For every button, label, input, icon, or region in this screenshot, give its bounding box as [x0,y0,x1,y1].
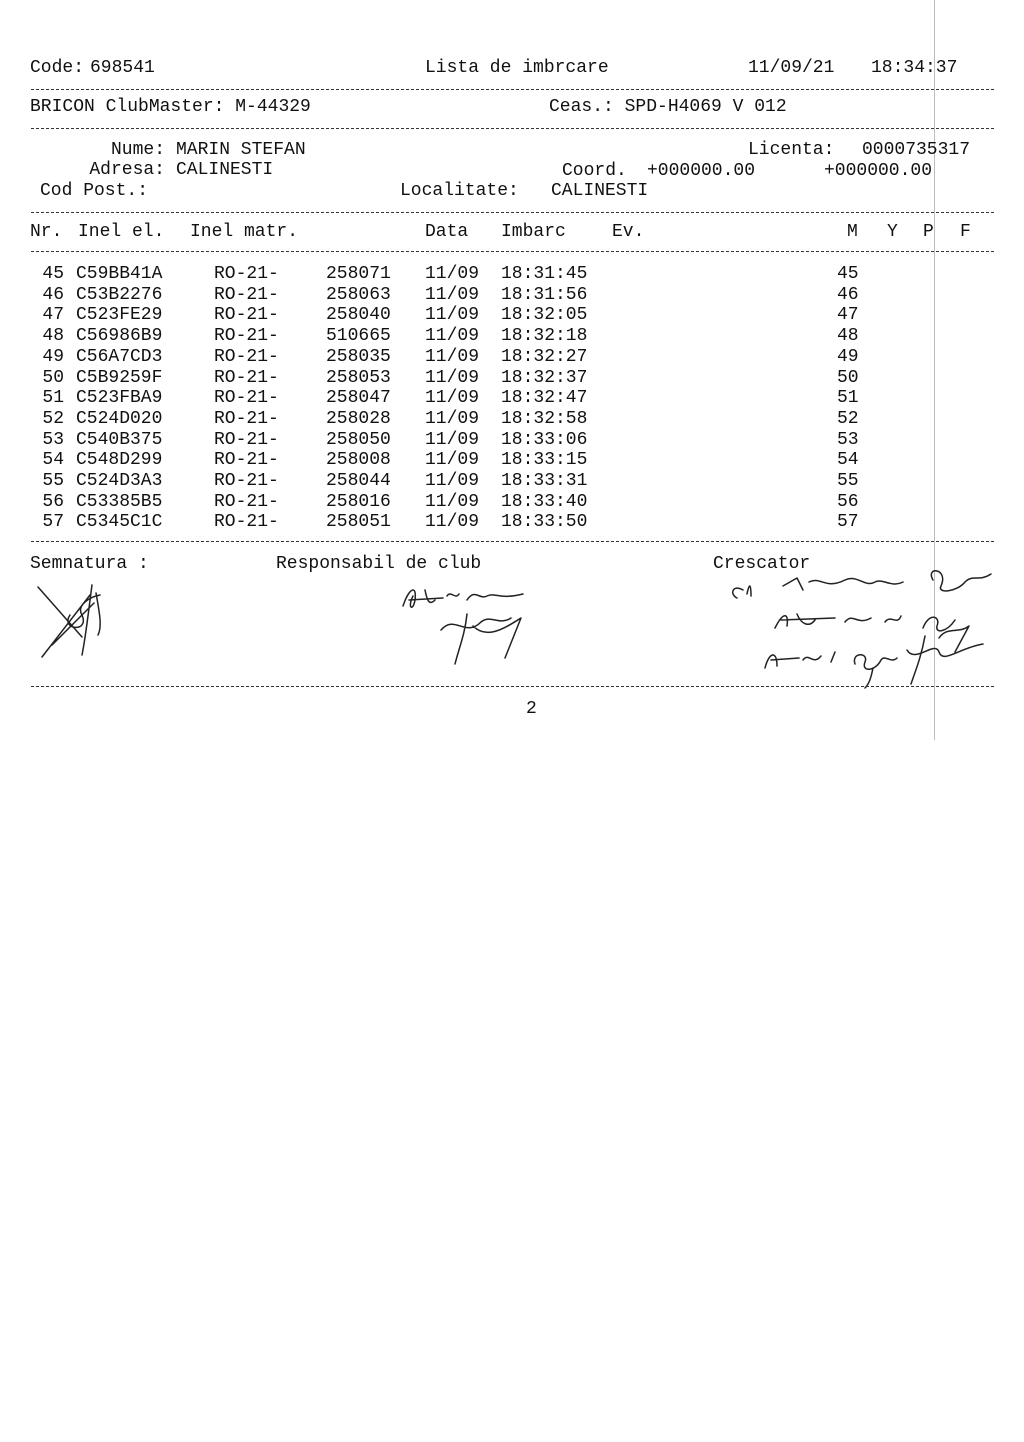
cell-nr: 50 [42,367,64,388]
coord-lon: +000000.00 [824,161,933,181]
col-imbarc: Imbarc [501,222,566,242]
cell-nr: 57 [42,512,64,533]
cell-data: 11/09 [425,388,480,409]
cell-matr: 258035 [326,346,391,367]
cell-nr: 55 [42,471,64,491]
col-nr: Nr. [30,222,63,242]
cell-m: 55 [837,471,859,491]
cell-imbarc: 18:33:06 [501,429,588,450]
cell-data: 11/09 [425,471,480,491]
cell-matr: 510665 [326,326,391,347]
cell-m: 48 [837,326,859,347]
cell-inel-el: C524D3A3 [76,471,163,491]
cell-imbarc: 18:33:50 [501,512,588,533]
divider [31,128,994,129]
signature-crescator [725,560,1015,690]
coord-label: Coord. [562,161,627,181]
cell-inel-el: C5B9259F [76,367,163,388]
cell-nr: 54 [42,450,64,471]
divider [31,251,994,252]
cell-imbarc: 18:32:47 [501,388,588,409]
cell-matr: 258053 [326,367,391,388]
page-number: 2 [526,699,537,719]
cell-inel-el: C59BB41A [76,264,163,284]
clock-info: Ceas.: SPD-H4069 V 012 [549,97,787,117]
cell-imbarc: 18:32:58 [501,408,588,429]
cell-matr: 258051 [326,512,391,533]
signature-responsabil [395,578,545,673]
col-inel-el: Inel el. [78,222,165,242]
cell-m: 57 [837,512,859,533]
cell-nr: 52 [42,408,64,429]
coord-lat: +000000.00 [647,161,756,181]
cell-nr: 46 [42,284,64,305]
divider [31,212,994,213]
crescator-label: Crescator [713,554,811,574]
signature-semnatura [30,575,130,665]
semnatura-label: Semnatura : [30,554,149,574]
licenta-value: 0000735317 [862,140,971,160]
adresa-value: CALINESTI [176,160,274,180]
club-info: BRICON ClubMaster: M-44329 [30,97,311,117]
cell-inel-el: C53B2276 [76,284,163,305]
cell-prefix: RO-21- [214,305,279,326]
cell-matr: 258063 [326,284,391,305]
cell-nr: 56 [42,491,64,512]
cell-data: 11/09 [425,326,480,347]
cell-prefix: RO-21- [214,471,279,491]
cell-inel-el: C540B375 [76,429,163,450]
cell-matr: 258008 [326,450,391,471]
divider [31,89,994,90]
cell-prefix: RO-21- [214,346,279,367]
cell-nr: 45 [42,264,64,284]
cell-prefix: RO-21- [214,284,279,305]
cell-inel-el: C548D299 [76,450,163,471]
divider [31,686,994,687]
cell-inel-el: C53385B5 [76,491,163,512]
cell-m: 47 [837,305,859,326]
cell-imbarc: 18:32:37 [501,367,588,388]
cell-m: 52 [837,408,859,429]
cell-data: 11/09 [425,305,480,326]
col-inel-matr: Inel matr. [190,222,299,242]
cell-matr: 258071 [326,264,391,284]
col-y: Y [887,222,898,242]
nume-label: Nume: [110,140,165,160]
cell-imbarc: 18:33:15 [501,450,588,471]
cell-inel-el: C523FBA9 [76,388,163,409]
col-f: F [960,222,971,242]
cell-data: 11/09 [425,429,480,450]
cell-data: 11/09 [425,491,480,512]
localitate-label: Localitate: [400,181,519,201]
responsabil-label: Responsabil de club [276,554,482,574]
cell-imbarc: 18:32:27 [501,346,588,367]
cell-nr: 51 [42,388,64,409]
cell-data: 11/09 [425,512,480,533]
cell-inel-el: C56A7CD3 [76,346,163,367]
cell-data: 11/09 [425,450,480,471]
cell-matr: 258050 [326,429,391,450]
localitate-value: CALINESTI [551,181,649,201]
cell-nr: 47 [42,305,64,326]
document-title: Lista de imbrcare [425,58,609,78]
cell-imbarc: 18:32:18 [501,326,588,347]
cell-m: 53 [837,429,859,450]
code-value: 698541 [90,58,155,78]
licenta-label: Licenta: [748,140,835,160]
cell-inel-el: C523FE29 [76,305,163,326]
codpost-label: Cod Post.: [40,181,149,201]
cell-prefix: RO-21- [214,264,279,284]
cell-imbarc: 18:33:31 [501,471,588,491]
cell-prefix: RO-21- [214,429,279,450]
cell-inel-el: C524D020 [76,408,163,429]
cell-matr: 258040 [326,305,391,326]
cell-imbarc: 18:32:05 [501,305,588,326]
cell-m: 54 [837,450,859,471]
cell-matr: 258028 [326,408,391,429]
cell-prefix: RO-21- [214,408,279,429]
col-ev: Ev. [612,222,645,242]
cell-data: 11/09 [425,346,480,367]
cell-prefix: RO-21- [214,512,279,533]
cell-nr: 53 [42,429,64,450]
cell-imbarc: 18:31:56 [501,284,588,305]
cell-m: 45 [837,264,859,284]
cell-prefix: RO-21- [214,491,279,512]
cell-imbarc: 18:31:45 [501,264,588,284]
cell-prefix: RO-21- [214,388,279,409]
cell-matr: 258047 [326,388,391,409]
cell-data: 11/09 [425,284,480,305]
cell-matr: 258044 [326,471,391,491]
print-time: 18:34:37 [871,58,958,78]
cell-m: 50 [837,367,859,388]
cell-m: 56 [837,491,859,512]
cell-data: 11/09 [425,408,480,429]
col-data: Data [425,222,469,242]
cell-imbarc: 18:33:40 [501,491,588,512]
cell-nr: 49 [42,346,64,367]
divider [31,541,994,542]
print-date: 11/09/21 [748,58,835,78]
cell-data: 11/09 [425,367,480,388]
cell-matr: 258016 [326,491,391,512]
cell-inel-el: C5345C1C [76,512,163,533]
code-label: Code: [30,58,85,78]
cell-prefix: RO-21- [214,326,279,347]
cell-nr: 48 [42,326,64,347]
cell-m: 46 [837,284,859,305]
nume-value: MARIN STEFAN [176,140,306,160]
cell-data: 11/09 [425,264,480,284]
cell-prefix: RO-21- [214,450,279,471]
col-p: P [923,222,934,242]
cell-m: 49 [837,346,859,367]
cell-m: 51 [837,388,859,409]
cell-prefix: RO-21- [214,367,279,388]
col-m: M [847,222,858,242]
adresa-label: Adresa: [89,160,165,180]
cell-inel-el: C56986B9 [76,326,163,347]
